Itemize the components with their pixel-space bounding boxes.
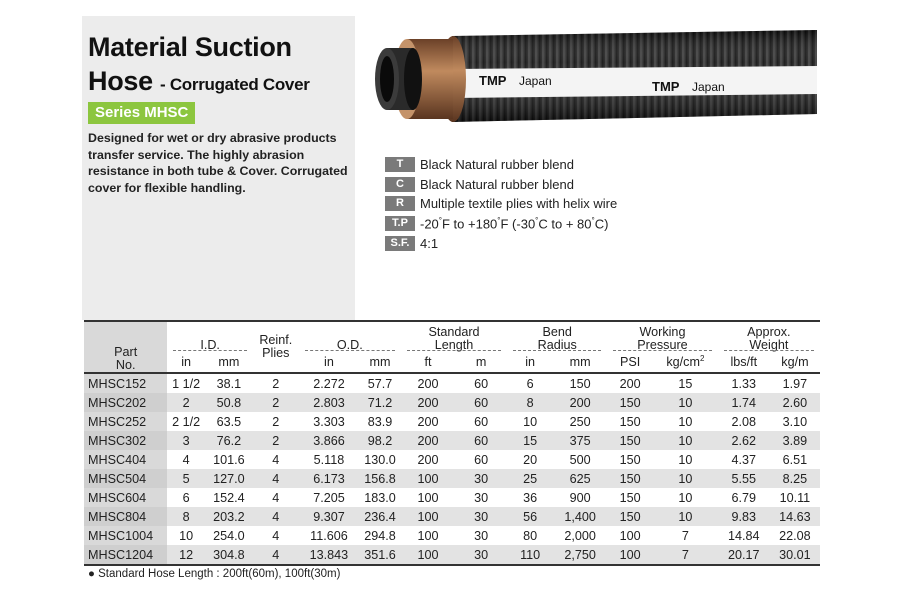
table-cell: 3.303 [313, 414, 345, 429]
table-cell: 15 [523, 433, 538, 448]
part-number-cell: MHSC1204 [84, 545, 167, 565]
title-line2: Hose [88, 66, 153, 96]
table-cell: 100 [417, 509, 439, 524]
table-cell: 2,750 [564, 547, 596, 562]
unit-length-m: m [475, 355, 487, 369]
table-row [84, 450, 820, 469]
table-cell: 30 [474, 509, 489, 524]
table-cell: 22.08 [779, 528, 811, 543]
table-cell: 10 [678, 395, 693, 410]
part-number-cell: MHSC504 [84, 469, 167, 488]
unit-id-in: in [181, 355, 192, 369]
table-cell: 63.5 [216, 414, 242, 429]
table-cell: 254.0 [213, 528, 245, 543]
table-cell: 15 [678, 376, 693, 391]
table-cell: 7.205 [313, 490, 345, 505]
table-cell: 150 [569, 376, 591, 391]
table-cell: 30 [474, 471, 489, 486]
table-cell: 150 [619, 452, 641, 467]
table-cell: 10 [678, 509, 693, 524]
table-cell: 1,400 [564, 509, 596, 524]
table-cell: 294.8 [364, 528, 396, 543]
table-cell: 9.307 [313, 509, 345, 524]
table-cell: 8 [182, 509, 190, 524]
table-cell: 14.63 [779, 509, 811, 524]
table-row [84, 373, 820, 393]
header-working-pressure: Working Pressure [607, 321, 717, 352]
hose-brand-band [452, 66, 817, 98]
table-cell: 4 [272, 509, 280, 524]
header-part-no: Part No. [84, 321, 167, 373]
spec-value: Black Natural rubber blend [420, 176, 574, 192]
table-cell: 110 [520, 547, 541, 562]
header-standard-length: Standard Length [401, 321, 507, 352]
table-cell: 2 [272, 414, 280, 429]
table-cell: 57.7 [367, 376, 393, 391]
table-cell: 2.272 [313, 376, 345, 391]
table-cell: 5.118 [313, 452, 345, 467]
table-cell: 71.2 [367, 395, 393, 410]
table-cell: 200 [417, 395, 439, 410]
table-cell: 1.33 [731, 376, 757, 391]
spec-value: Multiple textile plies with helix wire [420, 196, 618, 212]
table-cell: 2.60 [782, 395, 808, 410]
table-cell: 60 [474, 452, 489, 467]
table-cell: 6 [526, 376, 534, 391]
footnote: ● Standard Hose Length : 200ft(60m), 100ft(30m) [88, 568, 341, 580]
table-cell: 10 [678, 452, 693, 467]
table-cell: 351.6 [364, 547, 396, 562]
spec-value: 4:1 [420, 235, 439, 251]
table-cell: 200 [417, 376, 439, 391]
hose-tube-edge [404, 48, 422, 110]
table-cell: 2.803 [313, 395, 345, 410]
table-cell: 625 [569, 471, 591, 486]
table-cell: 6.79 [731, 490, 757, 505]
table-cell: 150 [619, 395, 641, 410]
table-cell: 236.4 [364, 509, 396, 524]
part-number-cell: MHSC404 [84, 450, 167, 469]
table-cell: 1 1/2 [172, 376, 201, 391]
table-cell: 5.55 [731, 471, 757, 486]
table-cell: 3 [182, 433, 190, 448]
table-cell: 8.25 [782, 471, 808, 486]
unit-kgcm2: $kg/cm^2$ [666, 354, 705, 370]
table-cell: 30 [474, 528, 489, 543]
table-cell: 3.866 [313, 433, 345, 448]
part-number-cell: MHSC804 [84, 507, 167, 526]
table-cell: 7 [681, 547, 689, 562]
table-cell: 200 [417, 452, 439, 467]
table-row [84, 526, 820, 545]
table-cell: 4 [272, 452, 280, 467]
product-description: Designed for wet or dry abrasive products transfer service. The highly abrasion resistance in both tube & Cover. Corrugated cover for flexible handling. [88, 131, 348, 195]
specification-table [84, 320, 820, 566]
table-cell: 10 [678, 490, 693, 505]
spec-item [385, 194, 617, 214]
table-cell: 500 [569, 452, 591, 467]
table-cell: 2 [272, 395, 280, 410]
table-cell: 375 [569, 433, 591, 448]
table-cell: 50.8 [216, 395, 242, 410]
header-id: I.D. [167, 321, 252, 352]
table-cell: 56 [523, 509, 538, 524]
spec-list [385, 155, 617, 253]
table-cell: 2.62 [731, 433, 757, 448]
part-number-cell: MHSC604 [84, 488, 167, 507]
spec-key-badge: T [385, 157, 415, 172]
table-cell: 60 [474, 433, 489, 448]
table-cell: 150 [619, 471, 641, 486]
unit-id-mm: mm [218, 355, 240, 369]
table-cell: 2.08 [731, 414, 757, 429]
table-cell: 200 [417, 414, 439, 429]
spec-item [385, 175, 617, 195]
table-cell: 6 [182, 490, 190, 505]
table-cell: 6.51 [782, 452, 808, 467]
table-cell: 5 [182, 471, 190, 486]
table-cell: 183.0 [364, 490, 396, 505]
table-cell: 30 [474, 547, 489, 562]
page-subtitle: - Corrugated Cover [160, 75, 310, 94]
table-cell: 9.83 [731, 509, 757, 524]
table-cell: 100 [417, 471, 439, 486]
table-cell: 4 [272, 490, 280, 505]
table-cell: 30.01 [779, 547, 811, 562]
spec-key-badge: R [385, 196, 415, 211]
table-cell: 10 [678, 433, 693, 448]
table-cell: 60 [474, 395, 489, 410]
table-cell: 10 [179, 528, 194, 543]
header-reinf-plies: Reinf. Plies [259, 333, 293, 360]
svg-text:TMP: TMP [479, 73, 507, 88]
table-cell: 200 [619, 376, 641, 391]
table-cell: 25 [523, 471, 538, 486]
table-cell: 8 [526, 395, 534, 410]
table-row [84, 507, 820, 526]
table-cell: 11.606 [310, 528, 348, 543]
table-cell: 10 [523, 414, 538, 429]
table-cell: 20.17 [728, 547, 760, 562]
table-cell: 6.173 [313, 471, 345, 486]
spec-item [385, 233, 617, 253]
table-cell: 900 [569, 490, 591, 505]
unit-lbsft: lbs/ft [730, 355, 758, 369]
table-cell: 150 [619, 414, 641, 429]
table-cell: 304.8 [213, 547, 245, 562]
hose-bore [380, 56, 394, 102]
table-cell: 14.84 [728, 528, 760, 543]
table-row [84, 431, 820, 450]
table-cell: 3.10 [782, 414, 808, 429]
table-cell: 4 [272, 547, 280, 562]
unit-od-mm: mm [369, 355, 391, 369]
unit-length-ft: ft [424, 355, 432, 369]
table-cell: 150 [619, 433, 641, 448]
spec-key-badge: C [385, 177, 415, 192]
table-cell: 4 [272, 528, 280, 543]
table-cell: 36 [523, 490, 538, 505]
table-cell: 98.2 [367, 433, 393, 448]
unit-od-in: in [324, 355, 334, 369]
header-od: O.D. [299, 321, 401, 352]
part-number-cell: MHSC152 [84, 373, 167, 393]
table-cell: 4 [272, 471, 280, 486]
table-cell: 30 [474, 490, 489, 505]
part-number-cell: MHSC1004 [84, 526, 167, 545]
table-cell: 203.2 [213, 509, 245, 524]
table-cell: 60 [474, 414, 489, 429]
spec-key-badge: T.P [385, 216, 415, 231]
table-cell: 7 [681, 528, 689, 543]
series-badge: Series MHSC [88, 102, 195, 124]
table-cell: 1.97 [782, 376, 808, 391]
spec-item [385, 155, 617, 175]
table-cell: 2 1/2 [172, 414, 201, 429]
table-cell: 130.0 [364, 452, 396, 467]
header-bend-radius: Bend Radius [507, 321, 607, 352]
hose-image [367, 22, 822, 137]
part-number-cell: MHSC202 [84, 393, 167, 412]
table-cell: 127.0 [213, 471, 245, 486]
part-number-cell: MHSC252 [84, 412, 167, 431]
unit-psi: PSI [620, 355, 641, 369]
table-cell: 38.1 [216, 376, 242, 391]
svg-text:Japan: Japan [692, 80, 725, 94]
table-row [84, 393, 820, 412]
table-cell: 2 [182, 395, 190, 410]
table-cell: 60 [474, 376, 489, 391]
table-cell: 13.843 [309, 547, 349, 562]
table-row [84, 412, 820, 431]
unit-bend-in: in [525, 355, 535, 369]
table-cell: 2,000 [564, 528, 596, 543]
table-cell: 2 [272, 376, 280, 391]
table-row [84, 488, 820, 507]
unit-bend-mm: mm [569, 355, 591, 369]
table-cell: 156.8 [364, 471, 396, 486]
table-cell: 12 [179, 547, 194, 562]
table-cell: 1.74 [731, 395, 757, 410]
spec-key-badge: S.F. [385, 236, 415, 251]
table-cell: 150 [619, 490, 641, 505]
table-cell: 152.4 [213, 490, 245, 505]
svg-text:Japan: Japan [519, 74, 552, 88]
table-cell: 10.11 [779, 490, 811, 505]
table-row [84, 469, 820, 488]
table-cell: 20 [523, 452, 538, 467]
part-number-cell: MHSC302 [84, 431, 167, 450]
unit-kgm: kg/m [781, 355, 809, 369]
spec-item [385, 214, 617, 234]
table-cell: 80 [523, 528, 538, 543]
table-cell: 2 [272, 433, 280, 448]
table-cell: 83.9 [367, 414, 393, 429]
table-cell: 100 [417, 528, 439, 543]
table-cell: 10 [678, 414, 693, 429]
spec-value: Black Natural rubber blend [420, 157, 574, 173]
table-cell: 200 [417, 433, 439, 448]
svg-text:TMP: TMP [652, 79, 680, 94]
table-cell: 250 [569, 414, 591, 429]
table-cell: 150 [619, 509, 641, 524]
table-cell: 200 [569, 395, 591, 410]
table-cell: 4 [182, 452, 190, 467]
table-cell: 100 [417, 547, 439, 562]
table-cell: 100 [417, 490, 439, 505]
header-approx-weight: Approx. Weight [718, 321, 820, 352]
table-cell: 101.6 [213, 452, 245, 467]
page-title [88, 30, 310, 102]
table-cell: 76.2 [216, 433, 242, 448]
title-line1: Material Suction [88, 32, 292, 62]
table-cell: 100 [619, 528, 641, 543]
spec-value-temperature: -20°F to +180°F (-30°C to + 80°C) [420, 215, 609, 232]
table-cell: 100 [619, 547, 641, 562]
table-cell: 10 [678, 471, 693, 486]
table-row [84, 545, 820, 565]
table-cell: 4.37 [731, 452, 757, 467]
table-cell: 3.89 [782, 433, 808, 448]
